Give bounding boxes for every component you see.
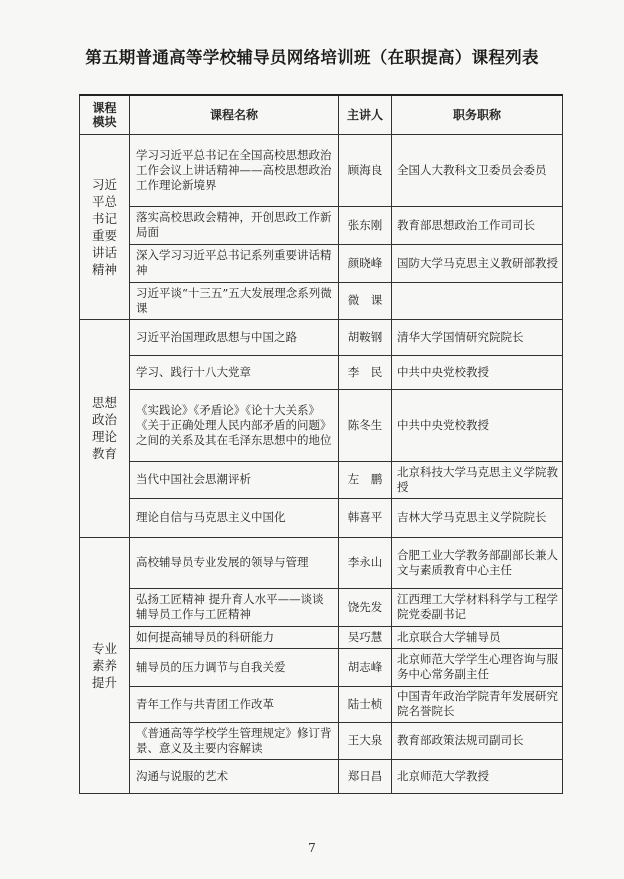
module-name: 习近 平总 书记 重要 讲话 精神 bbox=[80, 134, 130, 319]
speaker-name: 微 课 bbox=[339, 282, 392, 319]
course-name: 辅导员的压力调节与自我关爱 bbox=[130, 648, 339, 686]
table-row bbox=[80, 537, 563, 588]
table-row bbox=[80, 722, 563, 759]
speaker-position: 北京联合大学辅导员 bbox=[392, 626, 563, 648]
table-row bbox=[80, 461, 563, 498]
course-name: 习近平治国理政思想与中国之路 bbox=[130, 319, 339, 355]
course-name: 青年工作与共青团工作改革 bbox=[130, 686, 339, 722]
table-row bbox=[80, 319, 563, 355]
course-name: 《实践论》《矛盾论》《论十大关系》《关于正确处理人民内部矛盾的问题》之间的关系及其在毛泽东思想中的地位 bbox=[130, 389, 339, 461]
speaker-position: 教育部政策法规司副司长 bbox=[392, 722, 563, 759]
speaker-name: 顾海良 bbox=[339, 134, 392, 206]
speaker-position: 中国青年政治学院青年发展研究院名誉院长 bbox=[392, 686, 563, 722]
speaker-position: 北京师范大学教授 bbox=[392, 759, 563, 793]
course-name: 沟通与说服的艺术 bbox=[130, 759, 339, 793]
table-row bbox=[80, 355, 563, 389]
table-row bbox=[80, 686, 563, 722]
course-name: 深入学习习近平总书记系列重要讲话精神 bbox=[130, 244, 339, 282]
course-name: 学习、践行十八大党章 bbox=[130, 355, 339, 389]
header-position: 职务职称 bbox=[392, 95, 563, 134]
module-name: 专业 素养 提升 bbox=[80, 537, 130, 793]
speaker-position: 北京师范大学学生心理咨询与服务中心常务副主任 bbox=[392, 648, 563, 686]
speaker-name: 吴巧慧 bbox=[339, 626, 392, 648]
table-row bbox=[80, 498, 563, 537]
table-row bbox=[80, 588, 563, 626]
speaker-name: 王大泉 bbox=[339, 722, 392, 759]
speaker-name: 韩喜平 bbox=[339, 498, 392, 537]
speaker-position: 中共中央党校教授 bbox=[392, 389, 563, 461]
page-title: 第五期普通高等学校辅导员网络培训班（在职提高）课程列表 bbox=[85, 48, 539, 67]
speaker-position: 教育部思想政治工作司司长 bbox=[392, 206, 563, 244]
table-row bbox=[80, 389, 563, 461]
course-table bbox=[79, 94, 563, 794]
header-speaker: 主讲人 bbox=[339, 95, 392, 134]
table-row bbox=[80, 626, 563, 648]
module-name: 思想 政治 理论 教育 bbox=[80, 319, 130, 537]
page-number: 7 bbox=[308, 841, 316, 855]
speaker-name: 陈冬生 bbox=[339, 389, 392, 461]
speaker-name: 张东刚 bbox=[339, 206, 392, 244]
table-row bbox=[80, 244, 563, 282]
course-name: 学习习近平总书记在全国高校思想政治工作会议上讲话精神——高校思想政治工作理论新境界 bbox=[130, 134, 339, 206]
speaker-name: 胡志峰 bbox=[339, 648, 392, 686]
course-name: 弘扬工匠精神 提升育人水平——谈谈辅导员工作与工匠精神 bbox=[130, 588, 339, 626]
speaker-name: 左 鹏 bbox=[339, 461, 392, 498]
speaker-name: 陆士桢 bbox=[339, 686, 392, 722]
speaker-position: 中共中央党校教授 bbox=[392, 355, 563, 389]
header-module: 课程 模块 bbox=[80, 95, 130, 134]
table-row bbox=[80, 648, 563, 686]
course-name: 落实高校思政会精神，开创思政工作新局面 bbox=[130, 206, 339, 244]
table-row bbox=[80, 206, 563, 244]
table-row bbox=[80, 134, 563, 206]
speaker-position: 江西理工大学材料科学与工程学院党委副书记 bbox=[392, 588, 563, 626]
speaker-name: 颜晓峰 bbox=[339, 244, 392, 282]
course-name: 当代中国社会思潮评析 bbox=[130, 461, 339, 498]
speaker-position bbox=[392, 282, 563, 319]
header-row bbox=[80, 95, 563, 134]
speaker-name: 郑日昌 bbox=[339, 759, 392, 793]
speaker-position: 吉林大学马克思主义学院院长 bbox=[392, 498, 563, 537]
speaker-name: 饶先发 bbox=[339, 588, 392, 626]
speaker-name: 李 民 bbox=[339, 355, 392, 389]
speaker-position: 清华大学国情研究院院长 bbox=[392, 319, 563, 355]
table-row bbox=[80, 759, 563, 793]
speaker-position: 国防大学马克思主义教研部教授 bbox=[392, 244, 563, 282]
speaker-name: 胡鞍钢 bbox=[339, 319, 392, 355]
course-name: 如何提高辅导员的科研能力 bbox=[130, 626, 339, 648]
course-name: 理论自信与马克思主义中国化 bbox=[130, 498, 339, 537]
speaker-position: 全国人大教科文卫委员会委员 bbox=[392, 134, 563, 206]
speaker-position: 北京科技大学马克思主义学院教授 bbox=[392, 461, 563, 498]
table-row bbox=[80, 282, 563, 319]
speaker-position: 合肥工业大学教务部副部长兼人文与素质教育中心主任 bbox=[392, 537, 563, 588]
speaker-name: 李永山 bbox=[339, 537, 392, 588]
header-course: 课程名称 bbox=[130, 95, 339, 134]
course-name: 《普通高等学校学生管理规定》修订背景、意义及主要内容解读 bbox=[130, 722, 339, 759]
course-name: 习近平谈“十三五”五大发展理念系列微课 bbox=[130, 282, 339, 319]
course-name: 高校辅导员专业发展的领导与管理 bbox=[130, 537, 339, 588]
